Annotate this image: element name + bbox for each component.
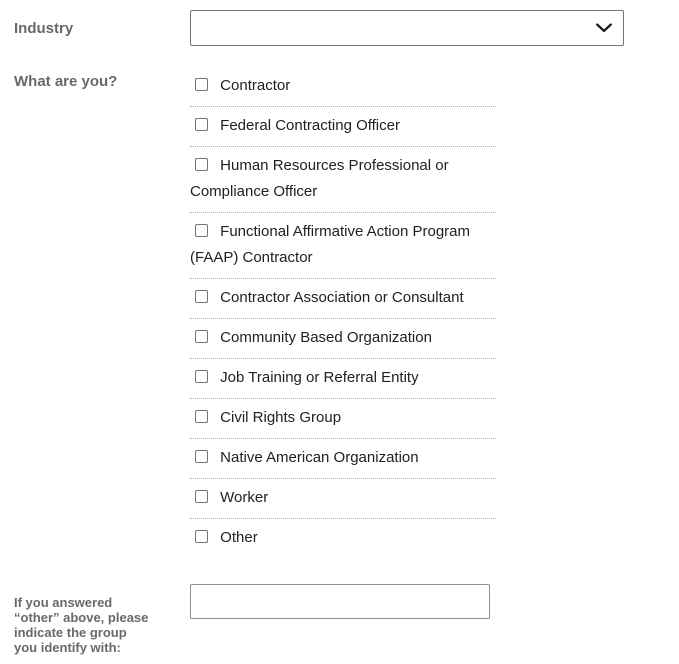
checkbox-label: Worker: [220, 489, 269, 506]
checkbox-row-worker: [190, 479, 496, 519]
checkbox-label: Contractor Association or Consultant: [220, 289, 464, 306]
job-training-checkbox[interactable]: [195, 370, 208, 383]
native-american-organization-checkbox[interactable]: [195, 450, 208, 463]
checkbox-row-contractor: [190, 67, 496, 107]
other-group-label-line: you identify with:: [14, 640, 121, 655]
what-are-you-row: [14, 67, 679, 558]
other-group-label-line: “other” above, please: [14, 610, 149, 625]
other-group-label-line: If you answered: [14, 595, 113, 610]
checkbox-row-hr-professional: [190, 147, 496, 213]
checkbox-row-faap-contractor: [190, 213, 496, 279]
checkbox-label: Contractor: [220, 77, 291, 94]
worker-checkbox[interactable]: [195, 490, 208, 503]
other-group-input[interactable]: [190, 584, 490, 619]
checkbox-row-federal-contracting-officer: [190, 107, 496, 147]
federal-contracting-officer-checkbox[interactable]: [195, 118, 208, 131]
checkbox-label: Functional Affirmative Action Program (FAAP) Contractor: [190, 223, 471, 266]
hr-professional-checkbox[interactable]: [195, 158, 208, 171]
industry-select-wrap: [190, 10, 624, 46]
checkbox-label: Other: [220, 529, 258, 546]
contractor-checkbox[interactable]: [195, 78, 208, 91]
other-group-row: [14, 584, 679, 655]
other-group-label-line: indicate the group: [14, 625, 127, 640]
checkbox-label: Native American Organization: [220, 449, 419, 466]
what-are-you-label: What are you?: [14, 73, 118, 90]
industry-row: [14, 10, 679, 46]
checkbox-label: Human Resources Professional or Compliance Officer: [190, 157, 449, 200]
checkbox-label: Job Training or Referral Entity: [220, 369, 419, 386]
checkbox-row-community-based-organization: [190, 319, 496, 359]
industry-label: Industry: [14, 20, 74, 37]
community-based-organization-checkbox[interactable]: [195, 330, 208, 343]
checkbox-label: Community Based Organization: [220, 329, 432, 346]
what-are-you-checkbox-list: [190, 67, 496, 558]
checkbox-row-native-american-organization: [190, 439, 496, 479]
faap-contractor-checkbox[interactable]: [195, 224, 208, 237]
checkbox-row-civil-rights-group: [190, 399, 496, 439]
civil-rights-group-checkbox[interactable]: [195, 410, 208, 423]
checkbox-row-job-training: [190, 359, 496, 399]
other-group-label: [14, 584, 190, 655]
checkbox-label: Federal Contracting Officer: [220, 117, 400, 134]
other-checkbox[interactable]: [195, 530, 208, 543]
checkbox-row-other: [190, 519, 496, 558]
checkbox-label: Civil Rights Group: [220, 409, 342, 426]
contractor-association-checkbox[interactable]: [195, 290, 208, 303]
checkbox-row-contractor-association: [190, 279, 496, 319]
industry-select[interactable]: [190, 10, 624, 46]
